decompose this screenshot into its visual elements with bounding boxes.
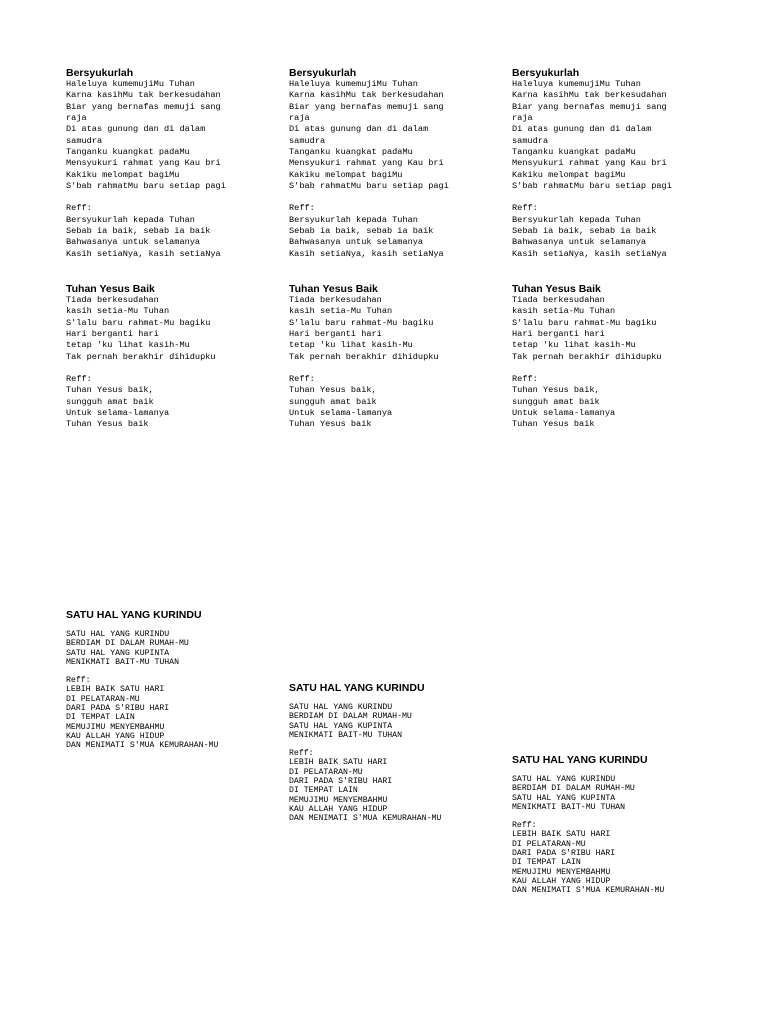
column-3-song-tuhan-yesus-baik — [512, 283, 727, 431]
song-title: Bersyukurlah — [512, 67, 580, 79]
column-1-song-bersyukurlah — [66, 67, 281, 260]
reff-lines: Reff: LEBIH BAIK SATU HARI DI PELATARAN-MU DARI PADA S'RIBU HARI DI TEMPAT LAIN MEMUJIMU MENYEMBAHMU KAU ALLAH YANG HIDUP DAN MENIMATI S'MUA KEMURAHAN-MU — [66, 676, 219, 751]
reff-lines: Reff: LEBIH BAIK SATU HARI DI PELATARAN-MU DARI PADA S'RIBU HARI DI TEMPAT LAIN MEMUJIMU MENYEMBAHMU KAU ALLAH YANG HIDUP DAN MENIMATI S'MUA KEMURAHAN-MU — [512, 821, 665, 896]
song-title: Tuhan Yesus Baik — [66, 283, 155, 295]
song-title: SATU HAL YANG KURINDU — [289, 682, 425, 694]
reff-label: Reff: — [512, 203, 538, 214]
reff-lines: Reff: Tuhan Yesus baik, sungguh amat baik Untuk selama-lamanya Tuhan Yesus baik — [512, 374, 616, 430]
verse-lines: Haleluya kumemujiMu Tuhan Karna kasihMu tak berkesudahan Biar yang bernafas memuji sang raja Di atas gunung dan di dalam samudra Tanganku kuangkat padaMu Mensyukuri rahmat yang Kau bri Kakiku melompat bagiMu S'bab rahmatMu baru setiap pagi — [289, 79, 449, 192]
reff-lines: Reff: Bersyukurlah kepada Tuhan Sebab ia baik, sebab ia baik Bahwasanya untuk selamanya Kasih setiaNya, kasih setiaNya — [289, 203, 444, 259]
column-1-song-tuhan-yesus-baik — [66, 283, 281, 431]
column-1-song-satu-hal — [66, 609, 281, 751]
reff-lines: Reff: Tuhan Yesus baik, sungguh amat baik Untuk selama-lamanya Tuhan Yesus baik — [289, 374, 393, 430]
song-title: SATU HAL YANG KURINDU — [512, 754, 648, 766]
reff-lines: Reff: LEBIH BAIK SATU HARI DI PELATARAN-MU DARI PADA S'RIBU HARI DI TEMPAT LAIN MEMUJIMU MENYEMBAHMU KAU ALLAH YANG HIDUP DAN MENIMATI S'MUA KEMURAHAN-MU — [289, 749, 442, 824]
reff-label: Reff: — [289, 749, 314, 759]
reff-label: Reff: — [66, 676, 91, 686]
verse-lines: Haleluya kumemujiMu Tuhan Karna kasihMu tak berkesudahan Biar yang bernafas memuji sang raja Di atas gunung dan di dalam samudra Tanganku kuangkat padaMu Mensyukuri rahmat yang Kau bri Kakiku melompat bagiMu S'bab rahmatMu baru setiap pagi — [66, 79, 226, 192]
reff-label: Reff: — [66, 374, 92, 385]
verse-lines: SATU HAL YANG KURINDU BERDIAM DI DALAM RUMAH-MU SATU HAL YANG KUPINTA MENIKMATI BAIT-MU TUHAN — [66, 630, 189, 667]
column-3-song-satu-hal — [512, 754, 727, 896]
column-2-song-bersyukurlah — [289, 67, 504, 260]
verse-lines: Haleluya kumemujiMu Tuhan Karna kasihMu tak berkesudahan Biar yang bernafas memuji sang raja Di atas gunung dan di dalam samudra Tanganku kuangkat padaMu Mensyukuri rahmat yang Kau bri Kakiku melompat bagiMu S'bab rahmatMu baru setiap pagi — [512, 79, 672, 192]
reff-lines: Reff: Bersyukurlah kepada Tuhan Sebab ia baik, sebab ia baik Bahwasanya untuk selamanya Kasih setiaNya, kasih setiaNya — [66, 203, 221, 259]
song-title: Bersyukurlah — [66, 67, 134, 79]
song-title: Tuhan Yesus Baik — [289, 283, 378, 295]
song-title: Bersyukurlah — [289, 67, 357, 79]
column-2-song-satu-hal — [289, 682, 504, 824]
reff-label: Reff: — [289, 374, 315, 385]
reff-lines: Reff: Tuhan Yesus baik, sungguh amat baik Untuk selama-lamanya Tuhan Yesus baik — [66, 374, 170, 430]
song-title: SATU HAL YANG KURINDU — [66, 609, 202, 621]
column-2-song-tuhan-yesus-baik — [289, 283, 504, 431]
verse-lines: Tiada berkesudahan kasih setia-Mu Tuhan S'lalu baru rahmat-Mu bagiku Hari berganti hari tetap 'ku lihat kasih-Mu Tak pernah berakhir dihidupku — [66, 295, 216, 362]
verse-lines: SATU HAL YANG KURINDU BERDIAM DI DALAM RUMAH-MU SATU HAL YANG KUPINTA MENIKMATI BAIT-MU TUHAN — [512, 775, 635, 812]
verse-lines: Tiada berkesudahan kasih setia-Mu Tuhan S'lalu baru rahmat-Mu bagiku Hari berganti hari tetap 'ku lihat kasih-Mu Tak pernah berakhir dihidupku — [512, 295, 662, 362]
reff-label: Reff: — [512, 374, 538, 385]
verse-lines: Tiada berkesudahan kasih setia-Mu Tuhan S'lalu baru rahmat-Mu bagiku Hari berganti hari tetap 'ku lihat kasih-Mu Tak pernah berakhir dihidupku — [289, 295, 439, 362]
reff-lines: Reff: Bersyukurlah kepada Tuhan Sebab ia baik, sebab ia baik Bahwasanya untuk selamanya Kasih setiaNya, kasih setiaNya — [512, 203, 667, 259]
reff-label: Reff: — [512, 821, 537, 831]
verse-lines: SATU HAL YANG KURINDU BERDIAM DI DALAM RUMAH-MU SATU HAL YANG KUPINTA MENIKMATI BAIT-MU TUHAN — [289, 703, 412, 740]
reff-label: Reff: — [289, 203, 315, 214]
reff-label: Reff: — [66, 203, 92, 214]
song-title: Tuhan Yesus Baik — [512, 283, 601, 295]
column-3-song-bersyukurlah — [512, 67, 727, 260]
